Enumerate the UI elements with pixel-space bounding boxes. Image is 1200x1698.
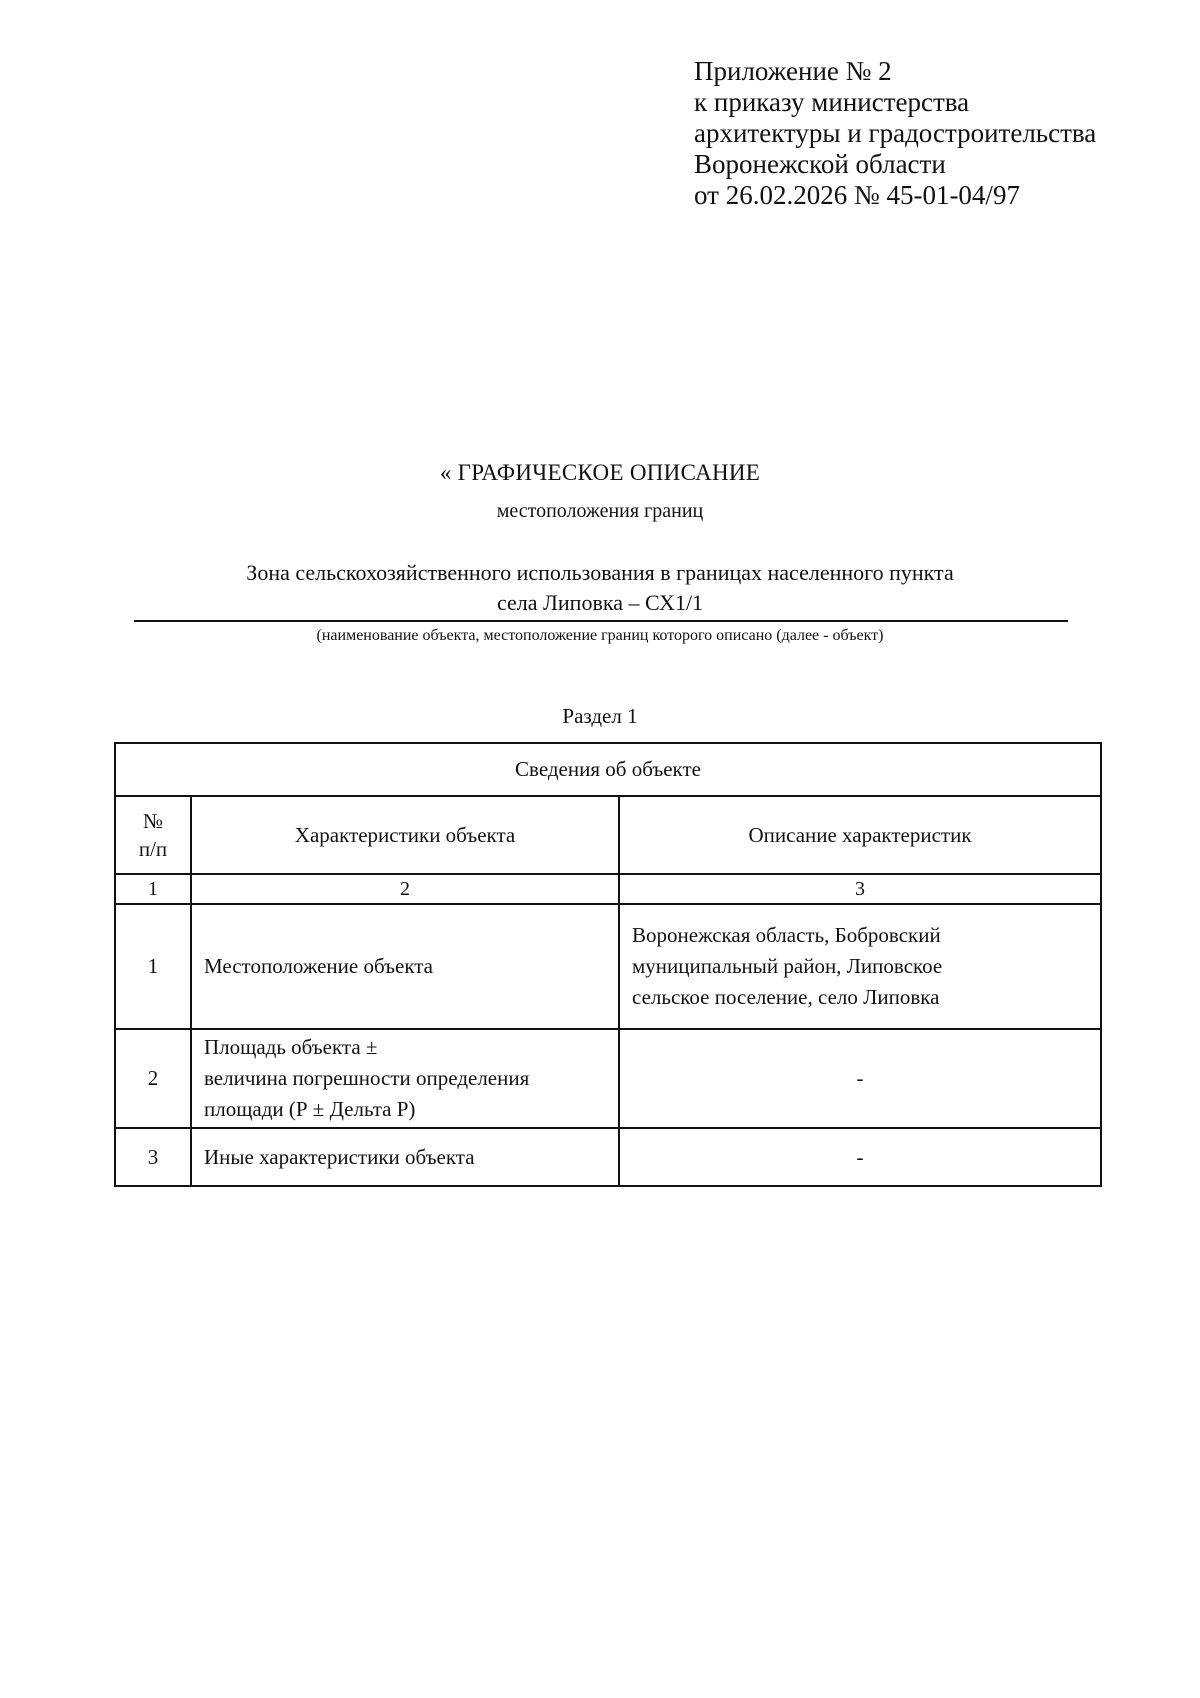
row-number: 3: [115, 1128, 191, 1186]
row-description-line: Воронежская область, Бобровский: [632, 923, 941, 947]
table-row: [115, 904, 1101, 1029]
table-header-row: [115, 796, 1101, 874]
table-row: [115, 1029, 1101, 1128]
row-characteristic: [191, 904, 619, 1029]
appendix-region-line: Воронежской области: [694, 149, 946, 179]
row-characteristic-line: Местоположение объекта: [204, 954, 434, 978]
object-name: [130, 558, 1070, 618]
object-name-underline: [134, 620, 1068, 622]
object-name-line-2: села Липовка – СХ1/1: [496, 590, 704, 615]
appendix-number: Приложение № 2: [694, 56, 892, 86]
document-title: [130, 458, 1070, 488]
document-subtitle: местоположения границ: [496, 500, 704, 522]
section-label: Раздел 1: [562, 704, 638, 728]
row-description: -: [619, 1029, 1101, 1128]
appendix-reference: [694, 56, 1164, 211]
row-number: 2: [115, 1029, 191, 1128]
appendix-order-line: к приказу министерства: [694, 87, 970, 117]
row-description-line: муниципальный район, Липовское: [632, 954, 943, 978]
row-characteristic-line: величина погрешности определения: [204, 1066, 530, 1090]
row-number: 1: [115, 904, 191, 1029]
header-description: Описание характеристик: [619, 796, 1101, 874]
row-description: [619, 904, 1101, 1029]
row-characteristic: [191, 1029, 619, 1128]
header-number-cell: [115, 796, 191, 874]
object-name-line-1: Зона сельскохозяйственного использования в границах населенного пункта: [246, 560, 954, 585]
row-description: -: [619, 1128, 1101, 1186]
column-number: 2: [191, 874, 619, 904]
title-text: ГРАФИЧЕСКОЕ ОПИСАНИЕ: [457, 460, 761, 485]
header-number-abbrev: п/п: [138, 837, 168, 861]
row-characteristic-line: Иные характеристики объекта: [204, 1144, 475, 1169]
column-numbers-row: [115, 874, 1101, 904]
table-row: [115, 1128, 1101, 1186]
appendix-date-line: от 26.02.2026 № 45-01-04/97: [694, 180, 1020, 210]
row-characteristic-line: Площадь объекта ±: [204, 1035, 378, 1059]
column-number: 1: [115, 874, 191, 904]
object-caption: (наименование объекта, местоположение границ которого описано (далее - объект): [316, 627, 884, 644]
header-number-symbol: №: [142, 809, 164, 833]
row-description-line: сельское поселение, село Липовка: [632, 985, 940, 1009]
column-number: 3: [619, 874, 1101, 904]
header-characteristics: Характеристики объекта: [191, 796, 619, 874]
appendix-ministry-line: архитектуры и градостроительства: [694, 118, 1097, 148]
row-characteristic-line: площади (Р ± Дельта Р): [204, 1097, 416, 1121]
table-caption: Сведения об объекте: [115, 743, 1101, 796]
title-quote-mark: «: [439, 460, 452, 485]
row-characteristic: [191, 1128, 619, 1186]
table-caption-row: [115, 743, 1101, 796]
object-info-table: [114, 742, 1102, 1187]
